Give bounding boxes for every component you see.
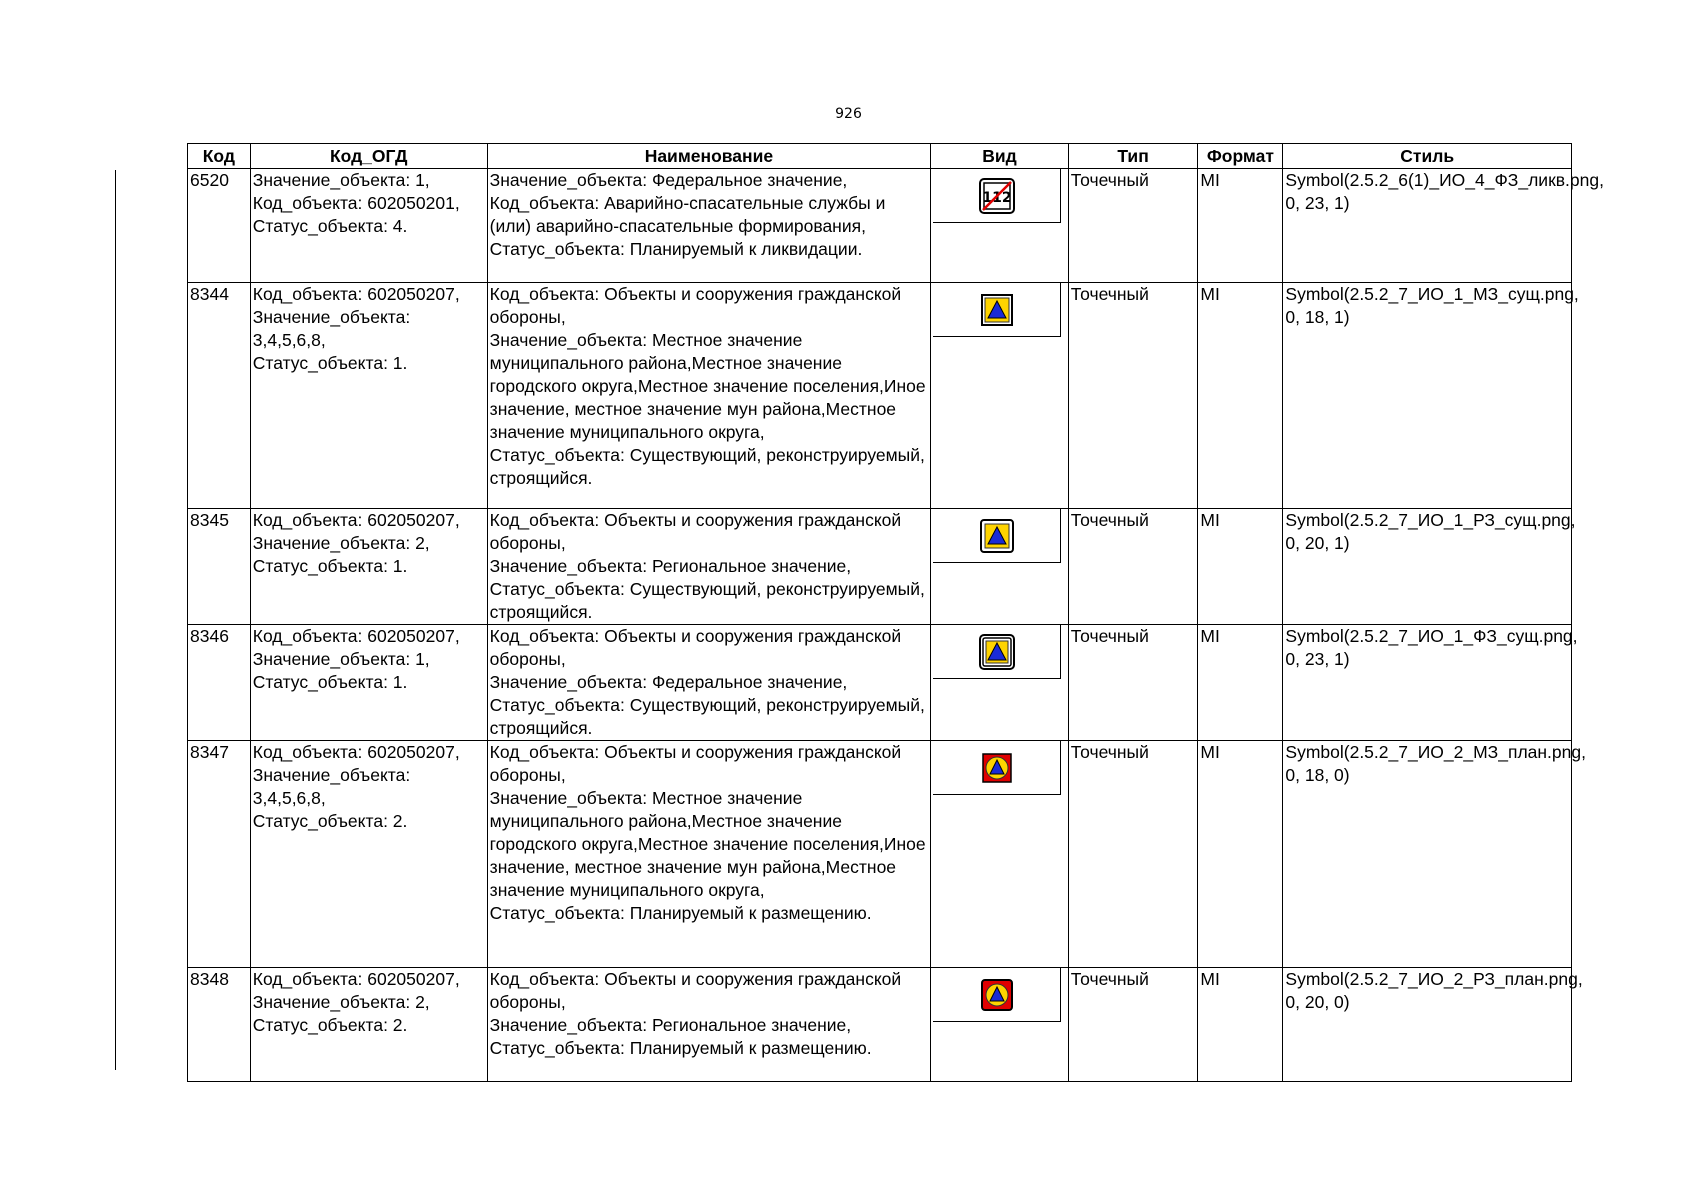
type-cell: Точечный: [1068, 509, 1198, 625]
view-frame: [933, 741, 1061, 795]
code-cell: 8347: [188, 741, 251, 968]
name-cell: Код_объекта: Объекты и сооружения гражданской обороны, Значение_объекта: Региональное значение, Статус_объекта: Существующий, реконструируемый, строящийся.: [487, 509, 930, 625]
name-cell: Код_объекта: Объекты и сооружения гражданской обороны, Значение_объекта: Местное значение муниципального района,Местное значение городского округа,Местное значение поселения,Иное значение, местное значение мун района,Местное значение муниципального округа, Статус_объекта: Существующий, реконструируемый, строящийся.: [487, 283, 930, 509]
ogd-cell: Код_объекта: 602050207, Значение_объекта: 2, Статус_объекта: 2.: [250, 968, 487, 1082]
style-cell: Symbol(2.5.2_7_ИО_2_МЗ_план.png, 0, 18, 0): [1283, 741, 1572, 968]
header-name: Наименование: [487, 144, 930, 169]
style-cell: Symbol(2.5.2_6(1)_ИО_4_ФЗ_ликв.png, 0, 23, 1): [1283, 169, 1572, 283]
type-cell: Точечный: [1068, 169, 1198, 283]
view-cell: [931, 741, 1069, 968]
margin-line: [115, 170, 116, 1070]
code-cell: 6520: [188, 169, 251, 283]
type-cell: Точечный: [1068, 968, 1198, 1082]
name-cell: Код_объекта: Объекты и сооружения гражданской обороны, Значение_объекта: Региональное значение, Статус_объекта: Планируемый к размещению.: [487, 968, 930, 1082]
view-frame: [933, 169, 1061, 223]
code-cell: 8348: [188, 968, 251, 1082]
symbol-table: [187, 143, 1604, 1082]
type-cell: Точечный: [1068, 741, 1198, 968]
header-ogd-code: Код_ОГД: [250, 144, 487, 169]
table-row: [188, 741, 1572, 968]
svg-text:112: 112: [981, 189, 1012, 206]
header-type: Тип: [1068, 144, 1198, 169]
header-view: Вид: [931, 144, 1069, 169]
table-row: [188, 509, 1572, 625]
view-frame: [933, 283, 1061, 337]
header-code: Код: [188, 144, 251, 169]
view-cell: [931, 283, 1069, 509]
civil-defense-planned-regional-icon: [981, 979, 1013, 1011]
style-cell: Symbol(2.5.2_7_ИО_1_РЗ_сущ.png, 0, 20, 1): [1283, 509, 1572, 625]
view-cell: [931, 169, 1069, 283]
civil-defense-planned-icon: [982, 753, 1012, 783]
civil-defense-existing-icon: [981, 294, 1013, 326]
view-cell: [931, 625, 1069, 741]
format-cell: MI: [1198, 968, 1283, 1082]
format-cell: MI: [1198, 625, 1283, 741]
name-cell: Код_объекта: Объекты и сооружения гражданской обороны, Значение_объекта: Местное значение муниципального района,Местное значение городского округа,Местное значение поселения,Иное значение, местное значение мун района,Местное значение муниципального округа, Статус_объекта: Планируемый к размещению.: [487, 741, 930, 968]
ogd-cell: Значение_объекта: 1, Код_объекта: 602050201, Статус_объекта: 4.: [250, 169, 487, 283]
style-cell: Symbol(2.5.2_7_ИО_1_ФЗ_сущ.png, 0, 23, 1): [1283, 625, 1572, 741]
table-row: [188, 625, 1572, 741]
liquidation-symbol-icon: [979, 178, 1015, 214]
view-cell: [931, 968, 1069, 1082]
table-row: [188, 283, 1572, 509]
format-cell: MI: [1198, 741, 1283, 968]
type-cell: Точечный: [1068, 625, 1198, 741]
ogd-cell: Код_объекта: 602050207, Значение_объекта: 2, Статус_объекта: 1.: [250, 509, 487, 625]
view-frame: [933, 509, 1061, 563]
view-frame: [933, 968, 1061, 1022]
civil-defense-existing-regional-icon: [980, 519, 1014, 553]
page-number: 926: [835, 106, 862, 122]
header-row: [188, 144, 1572, 169]
format-cell: MI: [1198, 509, 1283, 625]
style-cell: Symbol(2.5.2_7_ИО_1_МЗ_сущ.png, 0, 18, 1): [1283, 283, 1572, 509]
format-cell: MI: [1198, 169, 1283, 283]
view-cell: [931, 509, 1069, 625]
code-cell: 8345: [188, 509, 251, 625]
view-frame: [933, 625, 1061, 679]
name-cell: Код_объекта: Объекты и сооружения гражданской обороны, Значение_объекта: Федеральное значение, Статус_объекта: Существующий, реконструируемый, строящийся.: [487, 625, 930, 741]
code-cell: 8346: [188, 625, 251, 741]
style-cell: Symbol(2.5.2_7_ИО_2_РЗ_план.png, 0, 20, 0): [1283, 968, 1572, 1082]
code-cell: 8344: [188, 283, 251, 509]
ogd-cell: Код_объекта: 602050207, Значение_объекта: 3,4,5,6,8, Статус_объекта: 1.: [250, 283, 487, 509]
ogd-cell: Код_объекта: 602050207, Значение_объекта: 3,4,5,6,8, Статус_объекта: 2.: [250, 741, 487, 968]
format-cell: MI: [1198, 283, 1283, 509]
type-cell: Точечный: [1068, 283, 1198, 509]
table-row: [188, 968, 1572, 1082]
name-cell: Значение_объекта: Федеральное значение, Код_объекта: Аварийно-спасательные службы и (или) аварийно-спасательные формирования, Статус_объекта: Планируемый к ликвидации.: [487, 169, 930, 283]
civil-defense-existing-federal-icon: [979, 634, 1015, 670]
ogd-cell: Код_объекта: 602050207, Значение_объекта: 1, Статус_объекта: 1.: [250, 625, 487, 741]
header-style: Стиль: [1283, 144, 1572, 169]
header-format: Формат: [1198, 144, 1283, 169]
table-row: [188, 169, 1572, 283]
